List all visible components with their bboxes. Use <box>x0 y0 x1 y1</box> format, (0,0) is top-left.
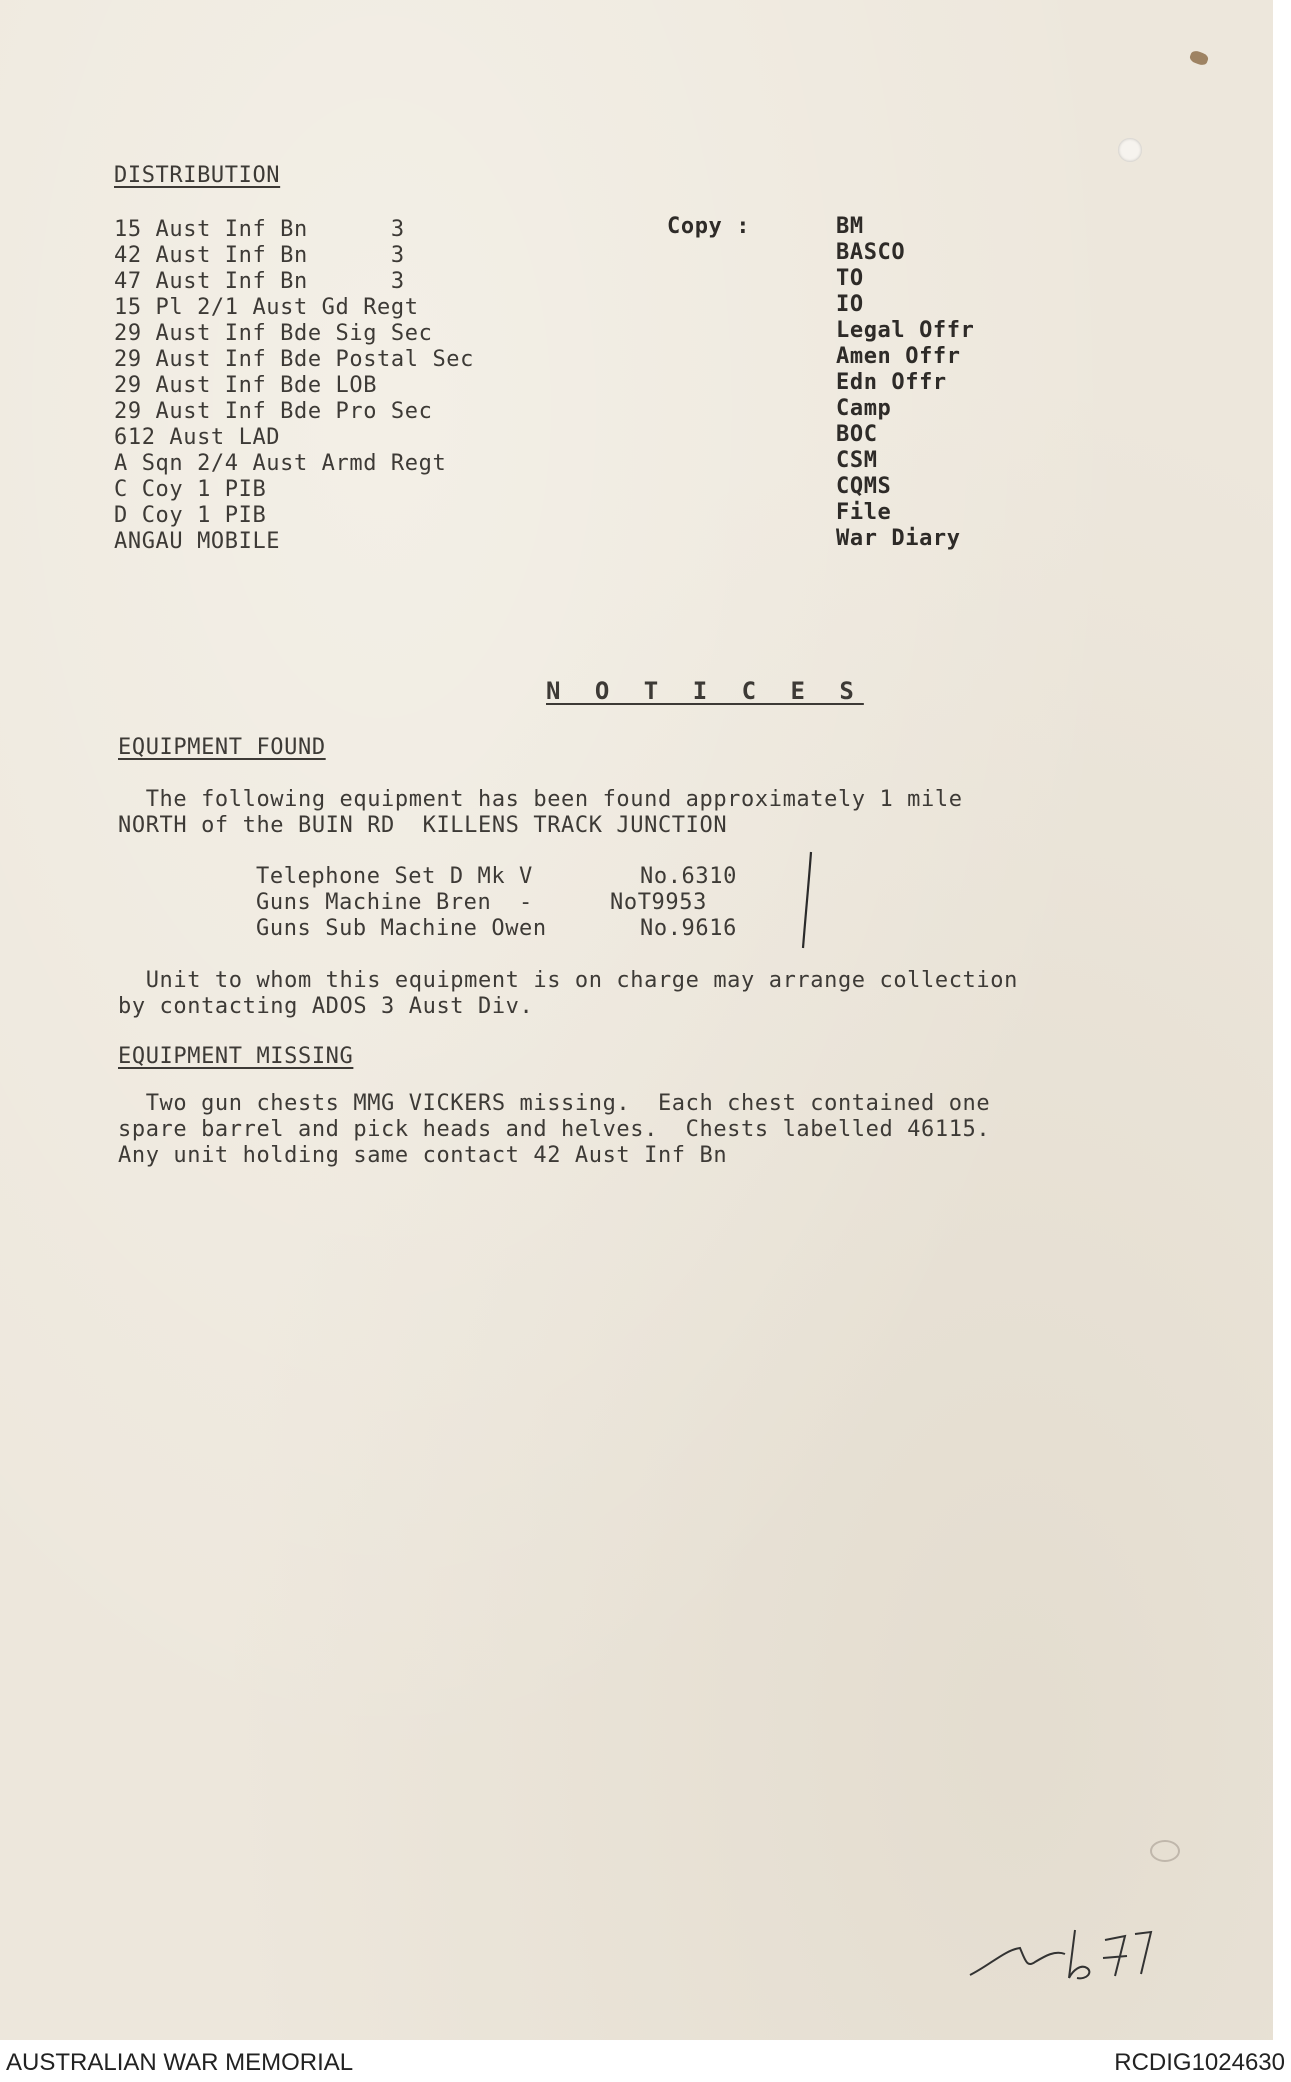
ink-stain <box>1188 49 1209 66</box>
archive-footer <box>0 2040 1291 2082</box>
notices-title: N O T I C E S <box>546 677 864 705</box>
equipment-found-heading: EQUIPMENT FOUND <box>118 735 326 760</box>
distribution-right-item: TO <box>836 266 864 291</box>
found-item-number: No.6310 <box>640 864 737 889</box>
footer-institution: AUSTRALIAN WAR MEMORIAL <box>6 2049 354 2076</box>
distribution-heading: DISTRIBUTION <box>114 163 281 188</box>
distribution-right-item: Camp <box>836 396 892 421</box>
found-item-number: NoT9953 <box>610 890 707 915</box>
distribution-right-item: CSM <box>836 448 878 473</box>
collection-note: Unit to whom this equipment is on charge may arrange collection <box>118 968 1018 993</box>
found-item-number: No.9616 <box>640 916 737 941</box>
distribution-left-item: ANGAU MOBILE <box>114 529 281 554</box>
distribution-right-item: Amen Offr <box>836 344 961 369</box>
distribution-right-item: IO <box>836 292 864 317</box>
distribution-right-item: Legal Offr <box>836 318 975 343</box>
distribution-right-item: War Diary <box>836 526 961 551</box>
equipment-found-intro: The following equipment has been found approximately 1 mile <box>118 787 963 812</box>
missing-line: spare barrel and pick heads and helves. Chests labelled 46115. <box>118 1117 991 1142</box>
distribution-left-item: 42 Aust Inf Bn 3 <box>114 243 405 268</box>
handwritten-folio-number <box>965 1920 1165 1990</box>
distribution-left-item: 612 Aust LAD <box>114 425 281 450</box>
distribution-left-item: D Coy 1 PIB <box>114 503 267 528</box>
missing-line: Two gun chests MMG VICKERS missing. Each chest contained one <box>118 1091 991 1116</box>
distribution-right-item: CQMS <box>836 474 892 499</box>
collection-contact: by contacting ADOS 3 Aust Div. <box>118 994 534 1019</box>
paper-mark <box>1150 1840 1180 1862</box>
distribution-left-item: 29 Aust Inf Bde LOB <box>114 373 378 398</box>
equipment-found-location: NORTH of the BUIN RD KILLENS TRACK JUNCTION <box>118 813 728 838</box>
distribution-left-item: 47 Aust Inf Bn 3 <box>114 269 405 294</box>
found-item-name: Guns Sub Machine Owen <box>256 916 547 941</box>
distribution-left-item: 29 Aust Inf Bde Sig Sec <box>114 321 433 346</box>
equipment-missing-heading: EQUIPMENT MISSING <box>118 1044 354 1069</box>
distribution-right-item: BOC <box>836 422 878 447</box>
distribution-left-item: A Sqn 2/4 Aust Armd Regt <box>114 451 447 476</box>
punch-hole <box>1118 138 1142 162</box>
distribution-right-item: BASCO <box>836 240 906 265</box>
found-item-name: Guns Machine Bren - <box>256 890 533 915</box>
distribution-left-item: 15 Pl 2/1 Aust Gd Regt <box>114 295 419 320</box>
found-item-name: Telephone Set D Mk V <box>256 864 533 889</box>
distribution-left-item: 15 Aust Inf Bn 3 <box>114 217 405 242</box>
distribution-left-item: 29 Aust Inf Bde Postal Sec <box>114 347 474 372</box>
distribution-right-item: BM <box>836 214 864 239</box>
distribution-right-item: File <box>836 500 892 525</box>
footer-reference-code: RCDIG1024630 <box>1114 2049 1285 2076</box>
distribution-right-item: Edn Offr <box>836 370 947 395</box>
distribution-left-item: C Coy 1 PIB <box>114 477 267 502</box>
copy-label: Copy : <box>667 214 751 239</box>
distribution-left-item: 29 Aust Inf Bde Pro Sec <box>114 399 433 424</box>
missing-line: Any unit holding same contact 42 Aust Inf Bn <box>118 1143 728 1168</box>
pen-stroke-mark <box>800 850 814 950</box>
